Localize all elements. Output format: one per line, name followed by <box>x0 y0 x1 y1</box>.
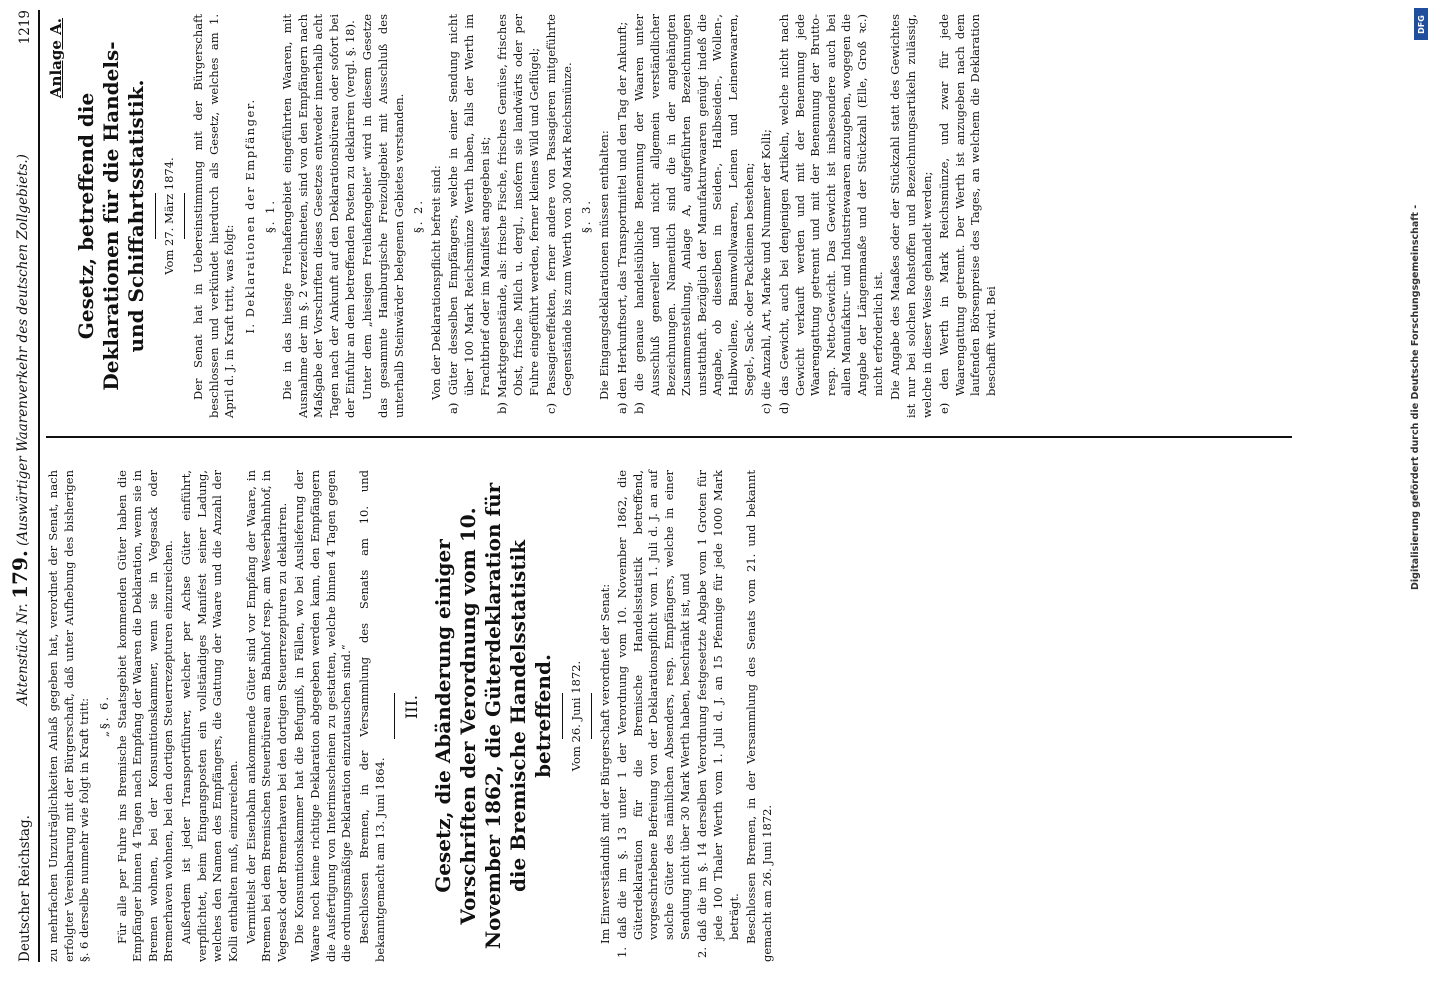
section-1-label: §. 1. <box>262 198 277 234</box>
section-3-item-d: d) das Gewicht, auch bei denjenigen Artikeln, welche nicht nach Gewicht verkauft werden und mit der Benennung jede Waarengattung getrennt und mit der Benennung der Brutto- resp. Netto-Gewicht. Das Gewicht ist insbesondere auch bei allen Manufaktur- und Industriewaaren anzugeben, wogegen die Angabe der Längenmaaße und der Stückzahl (Elle, Groß ꝛc.) nicht erforderlich ist. <box>776 14 885 414</box>
law-title-1874: Gesetz, betreffend die Deklarationen für die Handels- und Schiffahrtsstatistik. <box>74 41 149 391</box>
left-column <box>46 450 1292 962</box>
closing-1864: Beschlossen Bremen, in der Versammlung des Senats am 10. und bekanntgemacht am 13. Juni 1864. <box>356 470 387 962</box>
header-left: Deutscher Reichstag. <box>16 815 33 962</box>
section-3-item-a: a) den Herkunftsort, das Transportmittel und den Tag der Ankunft; <box>614 21 629 414</box>
section-2-item-b: b) Marktgegenstände, als: frische Fische, frisches Gemüse, frisches Obst, frische Milch u. dergl., insofern sie landwärts oder per Fuhre eingeführt werden, ferner kleines Wild und Geflügel; <box>495 14 541 414</box>
section-2-label: §. 2. <box>411 198 426 234</box>
section-2-item-c: c) Passagiereffekten, ferner andere von Passagieren mitgeführte Gegenstände bis zum Werth von 300 Mark Reichsmünze. <box>544 14 574 414</box>
section-6-paragraph-4: Die Konsumtionskammer hat die Befugniß, in Fällen, wo bei Auslieferung der Waare noch keine richtige Deklaration abgegeben werden kann, den Empfängern die Ausfertigung von Interimsscheinen zu gestatten, welche binnen 4 Tagen gegen die ordnungsmäßige Deklaration einzutauschen sind.“ <box>292 470 354 962</box>
date-1874: Vom 27. März 1874. <box>162 157 177 275</box>
intro-1874: Der Senat hat in Uebereinstimmung mit der Bürgerschaft beschlossen und verkündet hierdurch als Gesetz, welches am 1. April d. J. in Kraft tritt, was folgt: <box>191 14 237 418</box>
divider-rule <box>591 693 592 739</box>
section-6-label: „§. 6. <box>96 695 111 737</box>
list-item-1: 1. daß die im §. 13 unter 1 der Verordnung vom 10. November 1862, die Güterdeklaration für die Bremische Handelsstatistik betreffend, vorgeschriebene Befreiung von der Deklarationspflicht vom 1. Juli d. J. an auf solche Güter des nämlichen Absenders, resp. Empfängers, welche in einer Sendung nicht über 30 Mark Werth haben, beschränkt ist, und <box>615 470 692 958</box>
credit-text: Digitalisierung gefördert durch die Deutsche Forschungsgemeinschaft - <box>1410 204 1421 590</box>
section-6-paragraph-2: Außerdem ist jeder Transportführer, welcher per Achse Güter einführt, verpflichtet, beim Eingangsposten ein vollständiges Manifest seiner Ladung, welches den Namen des Empfängers, die Gattung der Waare und die Anzahl der Kolli enthalten muß, einzureichen. <box>179 470 240 962</box>
list-item-2: 2. daß die im §. 14 derselben Verordnung festgesetzte Abgabe vom 1 Groten für jede 100 Thaler Werth vom 1. Juli d. J. an 15 Pfennige für jede 1000 Mark beträgt. <box>695 470 741 958</box>
header-middle <box>7 154 34 705</box>
running-header <box>6 10 40 962</box>
right-column <box>46 14 1292 438</box>
section-3-item-b: b) die genaue handelsübliche Benennung der Waaren unter Ausschluß genereller und nicht allgemein verständlicher Bezeichnungen. Namentlich sind die in der angehängten Zusammenstellung, Anlage A, aufgeführten Bezeichnungen unstatthaft. Bezüglich der Manufakturwaaren genügt indeß die Angabe, ob dieselben in Seiden-, Halbseiden-, Wollen-, Halbwollene, Baumwollwaaren, Leinen und Leinenwaaren, Segel-, Sack- oder Packleinen bestehen; <box>632 14 756 414</box>
law-title-1872: Gesetz, die Abänderung einiger Vorschriften der Verordnung vom 10. November 1862, die Güterdeklaration für die Bremische Handelsstatistik betreffend. <box>430 482 555 950</box>
section-3-item-e: e) den Werth in Mark Reichsmünze, und zwar für jede Waarengattung getrennt. Der Werth ist anzugeben nach dem laufenden Börsenpreise des Tages, an welchem die Deklaration beschafft wird. Bei <box>937 14 999 414</box>
dfg-logo-text: DFG <box>1416 14 1426 34</box>
intro-paragraph: zu mehrfachen Unzuträglichkeiten Anlaß gegeben hat, verordnet der Senat, nach erfolgter Vereinbarung mit der Bürgerschaft, daß unter Aufhebung des bisherigen §. 6 derselbe nunmehr wie folgt in Kraft tritt: <box>46 470 92 962</box>
part-1-heading: I. Deklarationen der Empfänger. <box>242 98 257 334</box>
section-3-item-d-continued: Die Angabe des Maaßes oder der Stückzahl statt des Gewichtes ist nur bei solchen Rohstoffen und Bezeichnungsartikeln zulässig, welche in dieser Weise gehandelt werden; <box>888 14 934 418</box>
header-number: 179. <box>7 550 32 599</box>
divider-rule <box>562 693 563 739</box>
header-suffix: (Auswärtiger Waarenverkehr des deutschen Zollgebiets.) <box>14 154 31 546</box>
divider-rule <box>394 693 395 739</box>
closing-1872: Beschlossen Bremen, in der Versammlung des Senats vom 21. und bekannt gemacht am 26. Juni 1872. <box>744 470 774 962</box>
section-3-label: §. 3. <box>579 198 594 234</box>
section-1-paragraph-1: Die in das hiesige Freihafengebiet eingeführten Waaren, mit Ausnahme der im §. 2 verzeichneten, sind von den Empfängern nach Maßgabe der Vorschriften dieses Gesetzes entweder innerhalb acht Tagen nach der Ankunft auf den Deklarationsbüreau oder sofort bei der Einfuhr an dem betreffenden Posten zu deklariren (vergl. §. 18). <box>280 14 357 418</box>
section-2-item-a: a) Güter desselben Empfängers, welche in einer Sendung nicht über 100 Mark Reichsmünze Werth haben, falls der Werth im Frachtbrief oder im Manifest angegeben ist; <box>446 14 492 414</box>
section-3-intro: Die Eingangsdeklarationen müssen enthalten: <box>597 130 612 400</box>
section-roman-numeral: III. <box>402 694 422 720</box>
section-2-intro: Von der Deklarationspflicht befreit sind: <box>428 165 443 400</box>
dfg-logo <box>1414 8 1428 40</box>
section-1-paragraph-2: Unter dem „hiesigen Freihafengebiet“ wird in diesem Gesetze das gesammte Hamburgische Freizollgebiet mit Ausschluß des unterhalb Steinwärder belegenen Gebietes verstanden. <box>360 14 406 418</box>
divider-rule <box>184 193 185 239</box>
section-6-paragraph-1: Für alle per Fuhre ins Bremische Staatsgebiet kommenden Güter haben die Empfänger binnen 4 Tagen nach Empfang der Waaren die Deklaration, wenn sie in Bremen wohnen, bei der Konsumtionskammer, wenn sie in Vegesack oder Bremerhaven wohnen, bei den dortigen Steuerrezepturen einzureichen. <box>114 470 176 962</box>
senate-intro: Im Einverständniß mit der Bürgerschaft verordnet der Senat: <box>597 583 612 944</box>
divider-rule <box>155 193 156 239</box>
date-1872: Vom 26. Juni 1872. <box>568 660 583 772</box>
section-3-item-c: c) die Anzahl, Art, Marke und Nummer der Kolli; <box>759 129 774 414</box>
digitization-credit <box>1408 0 1430 1000</box>
section-6-paragraph-3: Vermittelst der Eisenbahn ankommende Güter sind vor Empfang der Waare, in Bremen bei dem Bremischen Steuerbüreau am Bahnhof resp. am Weserbahnhof, in Vegesack oder Bremerhaven bei den dortigen Steuerrezepturen zu deklariren. <box>243 470 289 962</box>
page-number: 1219 <box>16 10 33 45</box>
anlage-label: Anlage A. <box>47 18 65 99</box>
header-prefix: Aktenstück Nr. <box>14 603 31 706</box>
